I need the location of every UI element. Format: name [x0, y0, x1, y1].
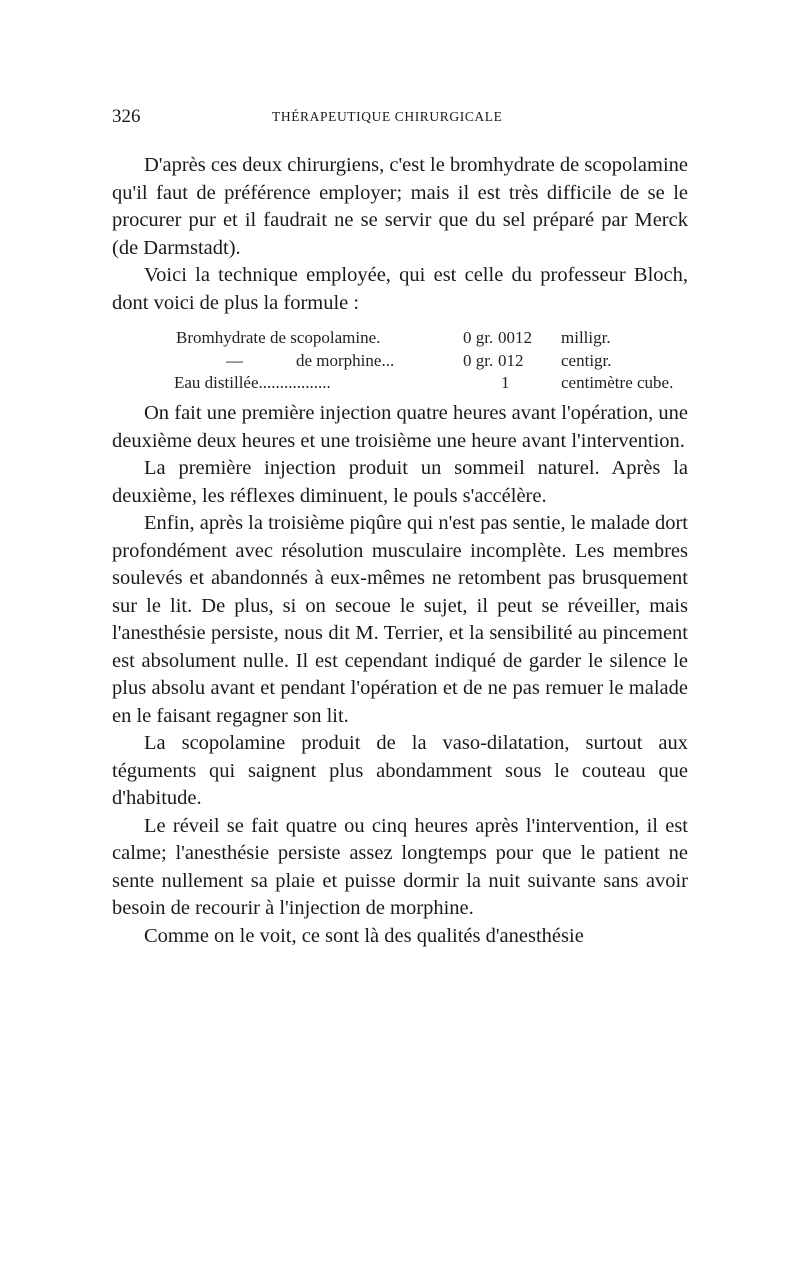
formula-table [174, 327, 674, 395]
formula-ingredient: de morphine... [296, 350, 395, 370]
formula-ingredient: Eau distillée................. [174, 373, 331, 392]
formula-amount: 1 [501, 373, 510, 392]
formula-ingredient: Bromhydrate de scopolamine. [176, 328, 381, 347]
paragraph: Enfin, après la troisième piqûre qui n'est pas sentie, le malade dort profondément avec résolution musculaire incomplète. Les membres soulevés et abandonnés à eux-mêmes ne retombent pas brusquement sur le lit. De plus, si on secoue le sujet, il peut se réveiller, mais l'anesthésie persiste, nous dit M. Terrier, et la sensibilité au pincement est absolument nulle. Il est cependant indiqué de garder le silence le plus absolu avant et pendant l'opération et de ne pas remuer le malade en le faisant regagner son lit. [112, 512, 688, 727]
running-title: THÉRAPEUTIQUE CHIRURGICALE [272, 109, 503, 124]
formula-grams: 0 gr. [463, 328, 494, 347]
main-text [112, 400, 688, 950]
formula-row [176, 327, 646, 350]
formula-row [174, 372, 674, 395]
paragraph: La scopolamine produit de la vaso-dilatation, surtout aux téguments qui saignent plus abondamment sous le couteau que d'habitude. [112, 732, 688, 809]
formula-amount: 012 [498, 350, 524, 370]
paragraph: On fait une première injection quatre heures avant l'opération, une deuxième deux heures et une troisième une heure avant l'intervention. [112, 402, 688, 452]
page-number: 326 [112, 106, 141, 127]
formula-row [176, 350, 646, 373]
formula-grams: 0 gr. [463, 350, 494, 370]
formula-unit: milligr. [561, 328, 611, 347]
intro-text [112, 152, 688, 317]
paragraph: Le réveil se fait quatre ou cinq heures après l'intervention, il est calme; l'anesthésie persiste assez longtemps pour que le patient ne sente nullement sa plaie et puisse dormir la nuit suivante sans avoir besoin de recourir à l'injection de morphine. [112, 814, 688, 919]
formula-unit: centigr. [561, 350, 612, 370]
ditto-dash: — [226, 350, 243, 370]
paragraph: Comme on le voit, ce sont là des qualités d'anesthésie [144, 924, 584, 947]
formula-unit: centimètre cube. [561, 373, 674, 392]
paragraph: Voici la technique employée, qui est celle du professeur Bloch, dont voici de plus la formule : [112, 264, 688, 314]
paragraph: La première injection produit un sommeil naturel. Après la deuxième, les réflexes diminuent, le pouls s'accélère. [112, 457, 688, 507]
paragraph: D'après ces deux chirurgiens, c'est le bromhydrate de scopolamine qu'il faut de préférence employer; mais il est très difficile de se le procurer pur et il faudrait ne se servir que du sel préparé par Merck (de Darmstadt). [112, 154, 688, 259]
formula-amount: 0012 [498, 328, 532, 347]
page-header [112, 106, 688, 132]
